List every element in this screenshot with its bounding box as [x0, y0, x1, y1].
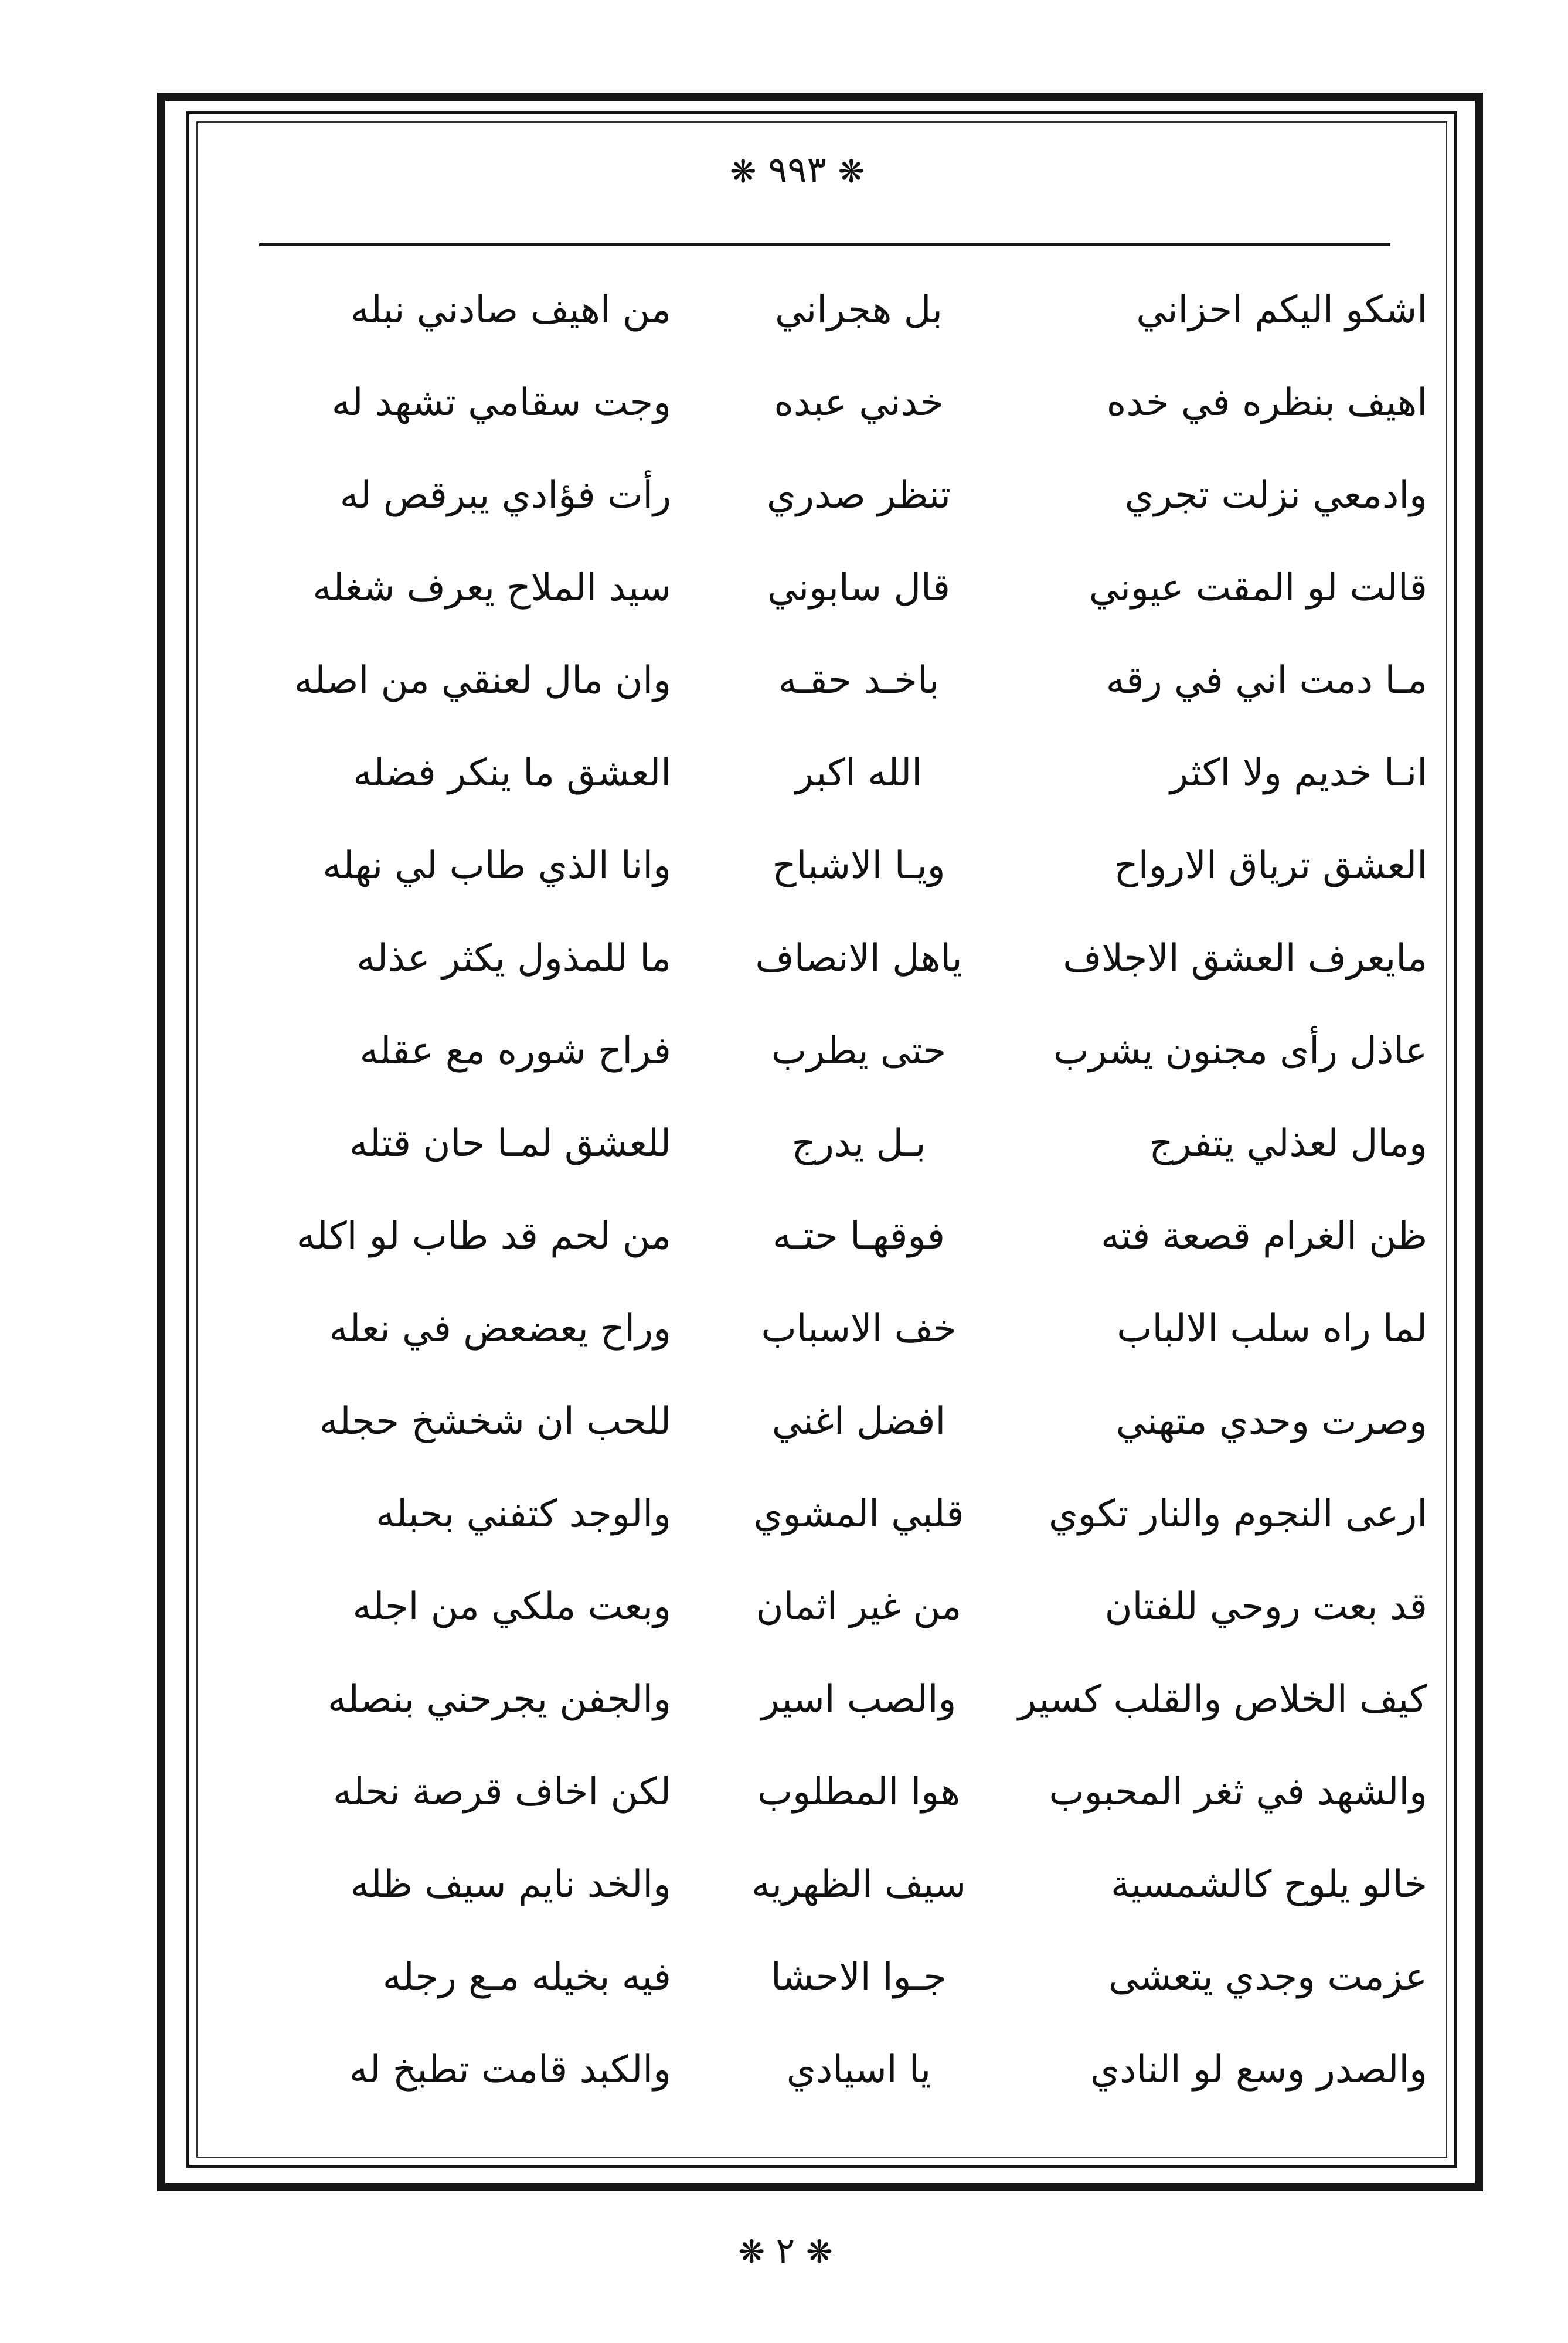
verse-part-3: للعشق لمـا حان قتله: [349, 1122, 671, 1165]
verse-row: [226, 1375, 1433, 1468]
ornament-icon: ❋: [806, 2233, 833, 2270]
verse-part-1: ومال لعذلي يتفرج: [1149, 1122, 1427, 1165]
verse-part-2: فوقهـا حتـه: [772, 1215, 945, 1258]
verse-part-3: وراح يعضعض في نعله: [329, 1307, 671, 1351]
verse-part-2: بـل يدرج: [791, 1122, 926, 1165]
verse-part-2: باخـد حقـه: [778, 659, 940, 702]
verse-row: [226, 1005, 1433, 1097]
verse-part-2: قال سابوني: [767, 566, 951, 610]
verse-part-1: كيف الخلاص والقلب كسير: [1018, 1678, 1427, 1721]
signature-number: ٢: [776, 2230, 795, 2271]
verse-part-2: خف الاسباب: [761, 1307, 957, 1351]
verse-part-2: جـوا الاحشا: [771, 1956, 947, 1999]
verse-row: [226, 542, 1433, 634]
header-rule: [259, 243, 1390, 246]
verse-part-2: هوا المطلوب: [757, 1770, 961, 1814]
verse-part-3: سيد الملاح يعرف شغله: [312, 566, 671, 610]
ornament-icon: ❋: [738, 2233, 765, 2270]
verse-part-2: قلبي المشوي: [753, 1492, 964, 1536]
verse-part-1: ارعى النجوم والنار تكوي: [1048, 1492, 1427, 1536]
verse-part-3: والخد نايم سيف ظله: [350, 1863, 671, 1906]
verse-part-2: خدني عبده: [774, 381, 944, 424]
page-number-header: [674, 147, 920, 195]
verse-part-3: وانا الذي طاب لي نهله: [322, 844, 671, 887]
verse-part-1: خالو يلوح كالشمسية: [1111, 1863, 1427, 1906]
verse-part-2: بل هجراني: [775, 288, 943, 332]
verse-part-3: فراح شوره مع عقله: [359, 1029, 671, 1073]
verse-row: [226, 1931, 1433, 2024]
verse-part-2: ويـا الاشباح: [772, 844, 945, 887]
verse-part-3: للحب ان شخشخ حجله: [319, 1400, 671, 1443]
signature-mark: [715, 2228, 856, 2276]
verse-part-3: ما للمذول يكثر عذله: [356, 937, 671, 980]
verse-part-3: وان مال لعنقي من اصله: [294, 659, 671, 702]
verse-row: [226, 356, 1433, 449]
verse-part-1: اهيف بنظره في خده: [1106, 381, 1427, 424]
verse-part-2: والصب اسير: [761, 1678, 957, 1721]
verse-row: [226, 819, 1433, 912]
verse-row: [226, 1560, 1433, 1653]
verse-row: [226, 1838, 1433, 1931]
verse-part-3: وبعت ملكي من اجله: [352, 1585, 671, 1628]
verse-part-1: مـا دمت اني في رقه: [1106, 659, 1427, 702]
verse-row: [226, 634, 1433, 727]
verse-row: [226, 912, 1433, 1005]
page-number: ٩٩٣: [768, 148, 826, 191]
verse-part-1: وصرت وحدي متهني: [1115, 1400, 1427, 1443]
verse-part-1: مايعرف العشق الاجلاف: [1063, 937, 1427, 980]
verse-part-1: وادمعي نزلت تجري: [1124, 474, 1427, 517]
verse-part-1: قالت لو المقت عيوني: [1089, 566, 1427, 610]
verse-part-3: والجفن يجرحني بنصله: [327, 1678, 671, 1721]
verse-part-3: من لحم قد طاب لو اكله: [296, 1215, 671, 1258]
ornament-icon: ❋: [838, 153, 865, 190]
verse-part-1: انـا خديم ولا اكثر: [1170, 751, 1427, 795]
verse-part-2: حتى يطرب: [771, 1029, 947, 1073]
verse-part-1: اشكو اليكم احزاني: [1136, 288, 1427, 332]
verse-part-2: تنظر صدري: [766, 474, 951, 517]
verse-part-2: الله اكبر: [795, 751, 922, 795]
verse-part-2: ياهل الانصاف: [755, 937, 962, 980]
verse-part-2: افضل اغني: [771, 1400, 946, 1443]
verse-part-1: ظن الغرام قصعة فته: [1100, 1215, 1427, 1258]
verse-row: [226, 727, 1433, 819]
verse-row: [226, 1746, 1433, 1838]
verse-part-2: من غير اثمان: [756, 1585, 962, 1628]
verse-row: [226, 1468, 1433, 1560]
verse-row: [226, 449, 1433, 542]
verse-part-3: والكبد قامت تطبخ له: [349, 2048, 671, 2092]
verse-part-1: لما راه سلب الالباب: [1117, 1307, 1427, 1351]
verse-part-1: قد بعت روحي للفتان: [1104, 1585, 1427, 1628]
verse-part-1: العشق ترياق الارواح: [1114, 844, 1427, 887]
verse-row: [226, 2024, 1433, 2116]
verse-part-3: فيه بخيله مـع رجله: [382, 1956, 671, 1999]
verse-row: [226, 1190, 1433, 1283]
verse-part-1: عزمت وجدي يتعشى: [1108, 1956, 1427, 1999]
verse-part-1: والصدر وسع لو النادي: [1090, 2048, 1427, 2092]
verse-part-1: عاذل رأى مجنون يشرب: [1053, 1029, 1427, 1073]
verse-part-3: من اهيف صادني نبله: [350, 288, 671, 332]
verse-part-3: رأت فؤادي يبرقص له: [339, 474, 671, 517]
verse-part-1: والشهد في ثغر المحبوب: [1049, 1770, 1427, 1814]
verse-row: [226, 1097, 1433, 1190]
verse-row: [226, 1283, 1433, 1375]
verse-part-3: لكن اخاف قرصة نحله: [333, 1770, 671, 1814]
verse-row: [226, 1653, 1433, 1746]
verse-part-3: العشق ما ينكر فضله: [353, 751, 671, 795]
poem-body: [226, 264, 1433, 2116]
ornament-icon: ❋: [730, 153, 757, 190]
verse-row: [226, 264, 1433, 356]
verse-part-2: يا اسيادي: [786, 2048, 931, 2092]
verse-part-2: سيف الظهريه: [751, 1863, 967, 1906]
verse-part-3: والوجد كتفني بحبله: [376, 1492, 671, 1536]
verse-part-3: وجت سقامي تشهد له: [331, 381, 671, 424]
